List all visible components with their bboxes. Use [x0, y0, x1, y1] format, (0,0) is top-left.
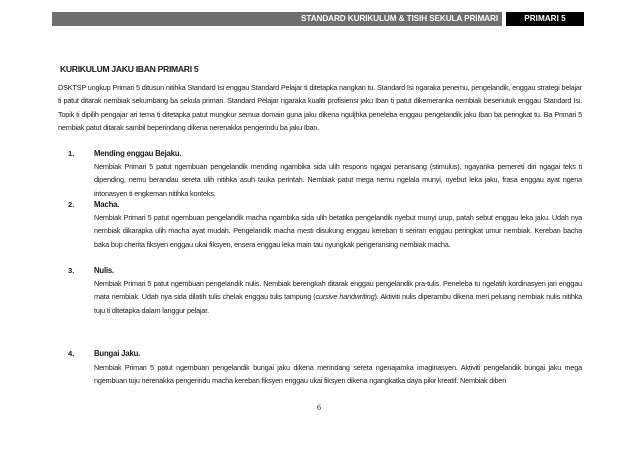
item-body-bungai-jaku: Nembiak Primari 5 patut ngembuan pengelandik bungai jaku dikena merindang sereta ngenajamka imaginasyen. Aktiviti pengelandik bungai jaku mega ngembuan tuju nerenakka pengerindu macha kereban fiksyen enggau ukai fiksyen dikena ngangkatka daya pikir kreatif. Nembiak diberi: [94, 363, 582, 386]
item-body-mending: Nembiak Primari 5 patut ngembuan pengelandik mending ngambika sida ulih respons ngagai peransang (stimulus), ngayanka pemereti diri ngagai teks ti dipending, nemu berandau sereta ulih nitihka asuh tauka perintah. Nembiak patut mega nemu ngelala munyi, nyebut leka jaku, frasa enggau ayat ngena intonasyen ti engkeman nitihka konteks.: [94, 162, 582, 198]
intro-paragraph: DSKTSP ungkup Primari 5 ditusun nitihka Standard Isi enggau Standard Pelajar ti ditetapka nangkan tu. Standard Isi ngaraka penemu, pengelandik, enggau strategi belajar ti patut ditarak nembiak sekumbang ba sekula primari. Standard Pelajar ngaraka kualiti profisiensi jaku Iban ti patut dikemeranka nembiak besenutuk enggau Standard Isi. Topik ti dipilih pengajar ari tema ti ditetapka patut mungkur semua domain guna jaku dikena nguljhka peneleba enggau pengelandik jaku Iban ba peringkat tu. Ba Primari 5 nembiak patut ditarak sambil beperindang dikena nerenakka pengerindu ba jaku Iban.: [58, 83, 582, 133]
item-number: 3.: [68, 266, 75, 275]
item-title-macha: Macha.: [94, 200, 120, 209]
document-title: KURIKULUM JAKU IBAN PRIMARI 5: [60, 64, 199, 74]
header-title: STANDARD KURIKULUM & TISIH SEKULA PRIMARI: [301, 14, 498, 23]
item-number: 2.: [68, 200, 75, 209]
item-title-mending: Mending enggau Bejaku.: [94, 149, 182, 158]
header-grade-label: PRIMARI 5: [506, 12, 584, 26]
item-title-bungai-jaku: Bungai Jaku.: [94, 349, 141, 358]
item-number: 1.: [68, 149, 75, 158]
item-title-nulis: Nulis.: [94, 266, 115, 275]
item-number: 4.: [68, 349, 75, 358]
page-number: 6: [317, 403, 321, 412]
item-body-macha: Nembiak Primari 5 patut ngembuan pengelandik macha ngambika sida ulih betatika pengelandik nyebut munyi urup, patah sebut enggau leka jaku. Udah nya nembiak dikarapka ulih macha ayat mudah. Pengelandik macha mesti disukung enggau kereban ti seriran enggau peringkat umur nembiak. Kereban bacha baka bup cherita fiksyen enggau ukai fiksyen, ensera enggau leka main tau nyungkak pengeransing nembiak macha.: [94, 213, 582, 249]
item-body-nulis: Nembiak Primari 5 patut ngembuan pengelandik nulis. Nembiak berengkah ditarak enggau pengelandik pra-tulis. Peneleba tu ngelatih kordinasyen jari enggau mata nembiak. Udah nya sida dilatih tulis chelak enggau tulis tampung (cursive handwriting). Aktiviti nulis diperambu dikena meri peluang nembiak nulis nitihka tuju ti ditetapka dalam langgur pelajar.: [94, 279, 582, 315]
